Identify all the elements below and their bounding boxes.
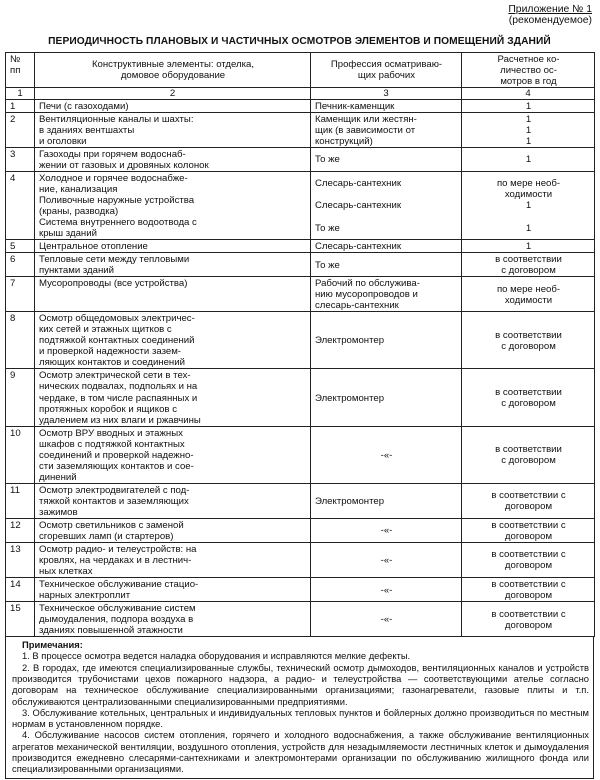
row-profession: Электромонтер	[311, 369, 462, 426]
notes-section	[5, 637, 594, 778]
row-element: Центральное отопление	[35, 240, 311, 253]
row-count: 1	[462, 99, 595, 112]
row-element: Печи (с газоходами)	[35, 99, 311, 112]
table-row	[6, 99, 595, 112]
row-count: по мере необ- ходимости	[462, 277, 595, 312]
row-profession: -«-	[311, 426, 462, 483]
row-element: Мусоропроводы (все устройства)	[35, 277, 311, 312]
row-number: 4	[6, 171, 35, 239]
note-item: 4. Обслуживание насосов систем отопления, горячего и холодного водоснабжения, а также обслуживание вентиляционных агрегатов механической вентиляции, воздушного отопления, устройств для незадымляемости лестничных клеток и дымоудаления производится ежедневно слесарями-сантехниками и электромонтерами организации по обслуживанию жилищного фонда или специализированными организациями.	[12, 729, 589, 775]
note-item: 3. Обслуживание котельных, центральных и индивидуальных тепловых пунктов и бойлерных должно производиться по местным нормам в установленном порядке.	[12, 706, 589, 730]
row-number: 6	[6, 253, 35, 277]
document-title: ПЕРИОДИЧНОСТЬ ПЛАНОВЫХ И ЧАСТИЧНЫХ ОСМОТРОВ ЭЛЕМЕНТОВ И ПОМЕЩЕНИЙ ЗДАНИЙ	[48, 35, 551, 47]
table-row	[6, 253, 595, 277]
inspection-table	[5, 52, 595, 638]
row-count: 1 1 1	[462, 112, 595, 147]
row-element: Газоходы при горячем водоснаб- жении от газовых и дровяных колонок	[35, 147, 311, 171]
row-count: в соответствии с договором	[462, 542, 595, 577]
row-element: Вентиляционные каналы и шахты: в зданиях вентшахты и оголовки	[35, 112, 311, 147]
table-row	[6, 277, 595, 312]
table-header-row	[6, 52, 595, 87]
header-num: № пп	[6, 52, 35, 87]
row-number: 2	[6, 112, 35, 147]
row-count: в соответствии с договором	[462, 426, 595, 483]
row-profession: Электромонтер	[311, 483, 462, 518]
row-profession: -«-	[311, 602, 462, 637]
row-number: 13	[6, 542, 35, 577]
row-element: Осмотр радио- и телеустройств: на кровлях, на чердаках и в лестнич- ных клетках	[35, 542, 311, 577]
row-count: 1	[462, 240, 595, 253]
row-number: 1	[6, 99, 35, 112]
table-row	[6, 542, 595, 577]
row-count: по мере необ- ходимости 1 1	[462, 171, 595, 239]
row-profession: То же	[311, 253, 462, 277]
column-index-row	[6, 87, 595, 99]
table-row	[6, 426, 595, 483]
appendix-status: (рекомендуемое)	[508, 15, 592, 27]
row-profession: -«-	[311, 518, 462, 542]
table-row	[6, 171, 595, 239]
row-number: 15	[6, 602, 35, 637]
appendix-label	[5, 4, 594, 27]
appendix-number: Приложение № 1	[508, 4, 592, 15]
column-index: 4	[462, 87, 595, 99]
table-row	[6, 312, 595, 369]
header-element: Конструктивные элементы: отделка, домовое оборудование	[35, 52, 311, 87]
row-count: в соответствии с договором	[462, 483, 595, 518]
row-profession: Слесарь-сантехник Слесарь-сантехник То же	[311, 171, 462, 239]
header-count: Расчетное ко- личество ос- мотров в год	[462, 52, 595, 87]
row-number: 8	[6, 312, 35, 369]
row-count: в соответствии с договором	[462, 602, 595, 637]
row-element: Техническое обслуживание систем дымоудаления, подпора воздуха в зданиях повышенной этажности	[35, 602, 311, 637]
row-element: Тепловые сети между тепловыми пунктами зданий	[35, 253, 311, 277]
row-profession: Электромонтер	[311, 312, 462, 369]
row-number: 7	[6, 277, 35, 312]
column-index: 2	[35, 87, 311, 99]
row-element: Техническое обслуживание стацио- нарных электроплит	[35, 578, 311, 602]
row-profession: Рабочий по обслужива- нию мусоропроводов и слесарь-сантехник	[311, 277, 462, 312]
row-profession: -«-	[311, 578, 462, 602]
table-row	[6, 112, 595, 147]
row-count: в соответствии с договором	[462, 578, 595, 602]
table-row	[6, 483, 595, 518]
row-element: Осмотр ВРУ вводных и этажных шкафов с подтяжкой контактных соединений и проверкой надежно- сти заземляющих контактов и сое- динений	[35, 426, 311, 483]
table-row	[6, 602, 595, 637]
row-number: 10	[6, 426, 35, 483]
row-number: 14	[6, 578, 35, 602]
column-index: 1	[6, 87, 35, 99]
table-row	[6, 578, 595, 602]
row-count: в соответствии с договором	[462, 518, 595, 542]
row-count: в соответствии с договором	[462, 312, 595, 369]
row-number: 12	[6, 518, 35, 542]
table-row	[6, 518, 595, 542]
column-index: 3	[311, 87, 462, 99]
note-item: 1. В процессе осмотра ведется наладка оборудования и исправляются мелкие дефекты.	[22, 650, 411, 662]
row-count: в соответствии с договором	[462, 253, 595, 277]
table-row	[6, 147, 595, 171]
table-row	[6, 240, 595, 253]
row-element: Осмотр общедомовых электричес- ких сетей и этажных щитков с подтяжкой контактных соединений и проверкой надежности зазем- ляющих контактов и соединений	[35, 312, 311, 369]
row-number: 5	[6, 240, 35, 253]
header-profession: Профессия осматриваю- щих рабочих	[311, 52, 462, 87]
row-element: Холодное и горячее водоснабже- ние, канализация Поливочные наружные устройства (краны, разводка) Система внутреннего водоотвода с крыш зданий	[35, 171, 311, 239]
table-body	[6, 99, 595, 636]
row-element: Осмотр электрической сети в тех- нических подвалах, подпольях и на чердаке, в том числе распаянных и протяжных коробок и ящиков с удалением из них влаги и ржавчины	[35, 369, 311, 426]
row-element: Осмотр электродвигателей с под- тяжкой контактов и заземляющих зажимов	[35, 483, 311, 518]
table-row	[6, 369, 595, 426]
row-profession: Каменщик или жестян- щик (в зависимости от конструкций)	[311, 112, 462, 147]
note-item: 2. В городах, где имеются специализированные службы, технический осмотр дымоходов, вентиляционных каналов и устройств производится трубочистами цехов пожарного надзора, а радио- и телеустройства — соответствующими ателье согласно договорам на техническое обслуживание специализированными организациями; газонагреватели, газовые плиты и т.п. обслуживаются централизованными специализированными предприятиями.	[12, 661, 589, 707]
row-profession: Печник-каменщик	[311, 99, 462, 112]
notes-title: Примечания:	[22, 639, 83, 651]
row-number: 9	[6, 369, 35, 426]
row-number: 3	[6, 147, 35, 171]
row-count: в соответствии с договором	[462, 369, 595, 426]
row-number: 11	[6, 483, 35, 518]
row-profession: Слесарь-сантехник	[311, 240, 462, 253]
row-profession: -«-	[311, 542, 462, 577]
row-profession: То же	[311, 147, 462, 171]
row-count: 1	[462, 147, 595, 171]
row-element: Осмотр светильников с заменой сгоревших ламп (и стартеров)	[35, 518, 311, 542]
